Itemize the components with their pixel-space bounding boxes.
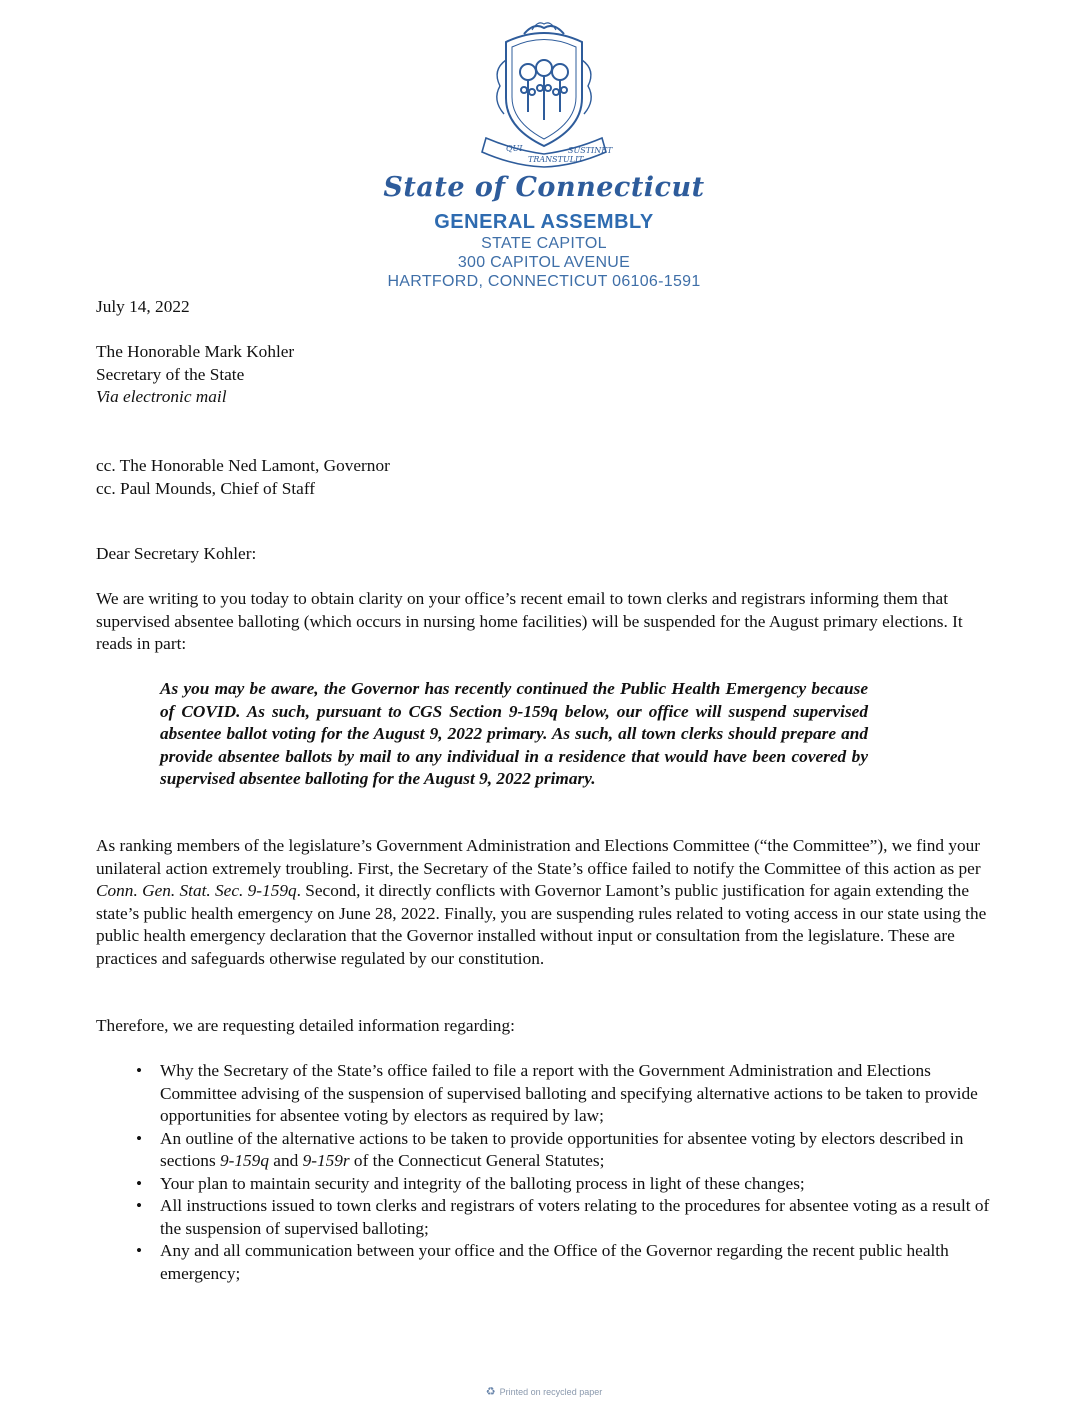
state-seal-icon — [444, 20, 644, 168]
letter-date: July 14, 2022 — [96, 297, 190, 316]
bullet-icon: • — [136, 1241, 143, 1260]
delivery-method: Via electronic mail — [96, 387, 227, 406]
bullet-icon: • — [136, 1196, 143, 1215]
cc-block — [96, 455, 996, 500]
seal-motto-1: QUI — [506, 144, 523, 153]
statute-ref-2: 9-159r — [302, 1151, 350, 1170]
list-item — [130, 1195, 990, 1240]
list-item-text: Why the Secretary of the State’s office failed to file a report with the Government Administration and Elections Committee advising of the suspension of supervised balloting and specifying alternative actions to be taken to provide opportunities for absentee voting by electors as required by law; — [160, 1061, 978, 1125]
state-name: State of Connecticut — [383, 172, 705, 203]
list-item-text-part: and — [268, 1151, 303, 1170]
letterhead — [0, 20, 1088, 291]
address-line-3: HARTFORD, CONNECTICUT 06106-1591 — [387, 273, 701, 290]
addressee-block — [96, 341, 996, 409]
paragraph-intro: We are writing to you today to obtain clarity on your office’s recent email to town clerks and registrars informing them that supervised absentee balloting (which occurs in nursing home facilities) will be suspended for the August primary elections. It reads in part: — [96, 589, 963, 653]
list-item-text — [160, 1129, 963, 1171]
list-item-text: Any and all communication between your office and the Office of the Governor regarding the recent public health emergency; — [160, 1241, 949, 1283]
bullet-icon: • — [136, 1061, 143, 1080]
cc-line-2: cc. Paul Mounds, Chief of Staff — [96, 478, 316, 498]
paragraph-concerns-part-1: As ranking members of the legislature’s Government Administration and Elections Committee (“the Committee”), we find your unilateral action extremely troubling. First, the Secretary of the State’s office failed to notify the Committee of this action as per — [96, 836, 981, 878]
list-item — [130, 1060, 990, 1128]
paragraph-concerns-part-2: . Second, it directly conflicts with Governor Lamont’s public justification for again extending the state’s public health emergency on June 28, 2022. Finally, you are suspending rules related to voting access in our state using the public health emergency declaration that the Governor installed without input or consultation from the legislature. These are practices and safeguards otherwise regulated by our constitution. — [96, 881, 987, 968]
addressee-title: Secretary of the State — [96, 364, 245, 384]
list-item-text-part: of the Connecticut General Statutes; — [349, 1151, 605, 1170]
address-line-1: STATE CAPITOL — [481, 235, 607, 252]
salutation: Dear Secretary Kohler: — [96, 544, 257, 563]
list-item — [130, 1128, 990, 1173]
addressee-name: The Honorable Mark Kohler — [96, 342, 295, 361]
general-assembly-heading: GENERAL ASSEMBLY — [434, 211, 654, 233]
bullet-icon: • — [136, 1173, 143, 1193]
list-item-text: All instructions issued to town clerks and registrars of voters relating to the procedures for absentee voting as a result of the suspension of supervised balloting; — [160, 1196, 990, 1238]
quoted-email: As you may be aware, the Governor has recently continued the Public Health Emergency because of COVID. As such, pursuant to CGS Section 9-159q below, our office will suspend supervised absentee ballot voting for the August 9, 2022 primary. As such, all town clerks should prepare and provide absentee ballots by mail to any individual in a residence that would have been covered by supervised absentee balloting for the August 9, 2022 primary. — [160, 679, 868, 788]
list-item — [130, 1240, 990, 1285]
address-line-2: 300 CAPITOL AVENUE — [457, 254, 631, 271]
recycled-paper-footer — [0, 1385, 1088, 1398]
list-item — [130, 1173, 990, 1196]
seal-motto-2: TRANSTULIT — [528, 155, 584, 164]
paragraph-request: Therefore, we are requesting detailed information regarding: — [96, 1016, 515, 1035]
recycled-paper-text: Printed on recycled paper — [499, 1387, 603, 1397]
cc-line-1: cc. The Honorable Ned Lamont, Governor — [96, 456, 390, 475]
recycle-icon: ♻ — [485, 1386, 496, 1398]
paragraph-concerns — [96, 835, 996, 970]
list-item-text: Your plan to maintain security and integrity of the balloting process in light of these changes; — [160, 1173, 805, 1193]
statute-citation: Conn. Gen. Stat. Sec. 9-159q — [96, 881, 297, 900]
seal-motto-3: SUSTINET — [568, 146, 613, 155]
bullet-icon: • — [136, 1128, 143, 1148]
list-item-text-part: An outline of the alternative actions to be taken to provide opportunities for absentee voting by electors described in sections — [160, 1128, 964, 1170]
statute-ref-1: 9-159q — [220, 1151, 269, 1170]
request-list — [130, 1060, 990, 1285]
